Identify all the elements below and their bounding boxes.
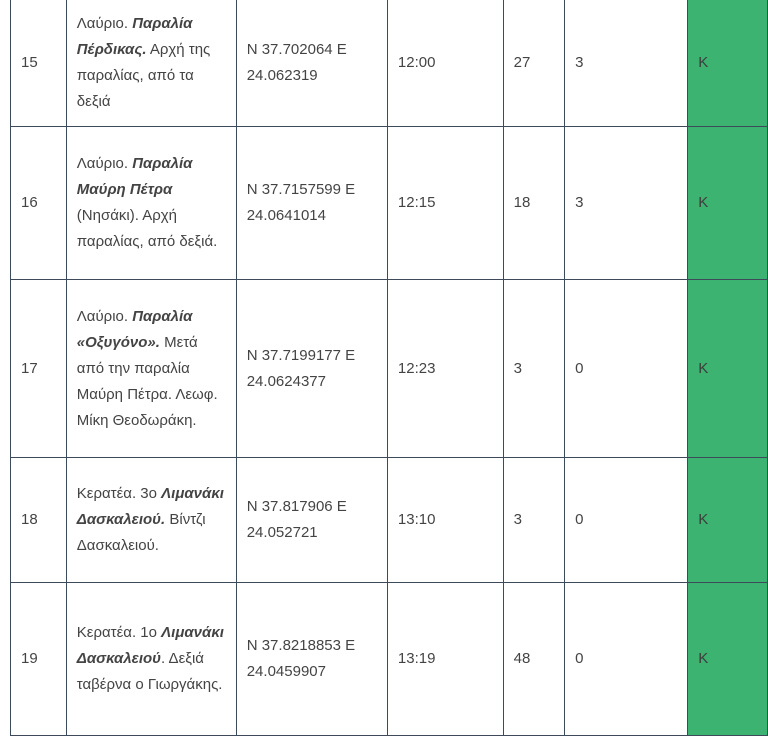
location-town: Λαύριο. <box>76 14 133 32</box>
row-number-cell: 17 <box>11 280 67 458</box>
coordinates-cell: N 37.817906 E 24.052721 <box>236 458 387 583</box>
location-details: Αρχή της παραλίας, από τα δεξιά <box>76 40 211 110</box>
status-cell: K <box>688 583 768 736</box>
location-name: Λιμανάκι Δασκαλειού <box>76 624 224 667</box>
measurement-cell-a: 3 <box>503 280 564 458</box>
measurement-cell-a: 48 <box>503 583 564 736</box>
table-row <box>11 458 768 583</box>
status-cell: K <box>688 127 768 280</box>
time-cell: 13:19 <box>387 583 503 736</box>
time-cell: 12:15 <box>387 127 503 280</box>
coordinates-cell: N 37.7157599 E 24.0641014 <box>236 127 387 280</box>
location-description-cell <box>66 583 236 736</box>
measurement-cell-a: 3 <box>503 458 564 583</box>
table-row <box>11 280 768 458</box>
row-number-cell: 19 <box>11 583 67 736</box>
coordinates-cell: N 37.702064 E 24.062319 <box>236 0 387 127</box>
measurement-cell-a: 18 <box>503 127 564 280</box>
location-name: Παραλία «Οξυγόνο». <box>76 307 193 351</box>
status-cell: K <box>688 458 768 583</box>
results-table <box>10 0 768 736</box>
location-name: Παραλία Πέρδικας. <box>76 14 193 58</box>
coordinates-cell: N 37.8218853 E 24.0459907 <box>236 583 387 736</box>
location-town: Κερατέα. 1ο <box>76 624 162 641</box>
time-cell: 13:10 <box>387 458 503 583</box>
row-number-cell: 16 <box>11 127 67 280</box>
measurement-cell-a: 27 <box>503 0 564 127</box>
results-table-body <box>11 0 768 736</box>
location-description-cell <box>66 280 236 458</box>
measurement-cell-b: 3 <box>565 127 688 280</box>
table-row <box>11 0 768 127</box>
location-details: . Δεξιά ταβέρνα ο Γιωργάκης. <box>76 650 223 693</box>
measurement-cell-b: 0 <box>565 280 688 458</box>
measurement-cell-b: 0 <box>565 583 688 736</box>
measurement-cell-b: 0 <box>565 458 688 583</box>
location-description-cell <box>66 0 236 127</box>
status-cell: K <box>688 280 768 458</box>
table-row <box>11 583 768 736</box>
location-description-cell <box>66 458 236 583</box>
location-details: Μετά από την παραλία Μαύρη Πέτρα. Λεωφ. Μίκη Θεοδωράκη. <box>76 333 218 429</box>
location-town: Λαύριο. <box>76 307 133 325</box>
location-town: Λαύριο. <box>76 155 133 172</box>
location-town: Κερατέα. 3ο <box>76 485 162 502</box>
row-number-cell: 18 <box>11 458 67 583</box>
location-description-cell <box>66 127 236 280</box>
row-number-cell: 15 <box>11 0 67 127</box>
location-details: (Νησάκι). Αρχή παραλίας, από δεξιά. <box>76 207 218 250</box>
status-cell: K <box>688 0 768 127</box>
location-name: Λιμανάκι Δασκαλειού. <box>76 485 224 528</box>
measurement-cell-b: 3 <box>565 0 688 127</box>
location-details: Βίντζι Δασκαλειού. <box>76 511 206 554</box>
table-row <box>11 127 768 280</box>
coordinates-cell: N 37.7199177 E 24.0624377 <box>236 280 387 458</box>
location-name: Παραλία Μαύρη Πέτρα <box>76 155 193 198</box>
time-cell: 12:00 <box>387 0 503 127</box>
time-cell: 12:23 <box>387 280 503 458</box>
